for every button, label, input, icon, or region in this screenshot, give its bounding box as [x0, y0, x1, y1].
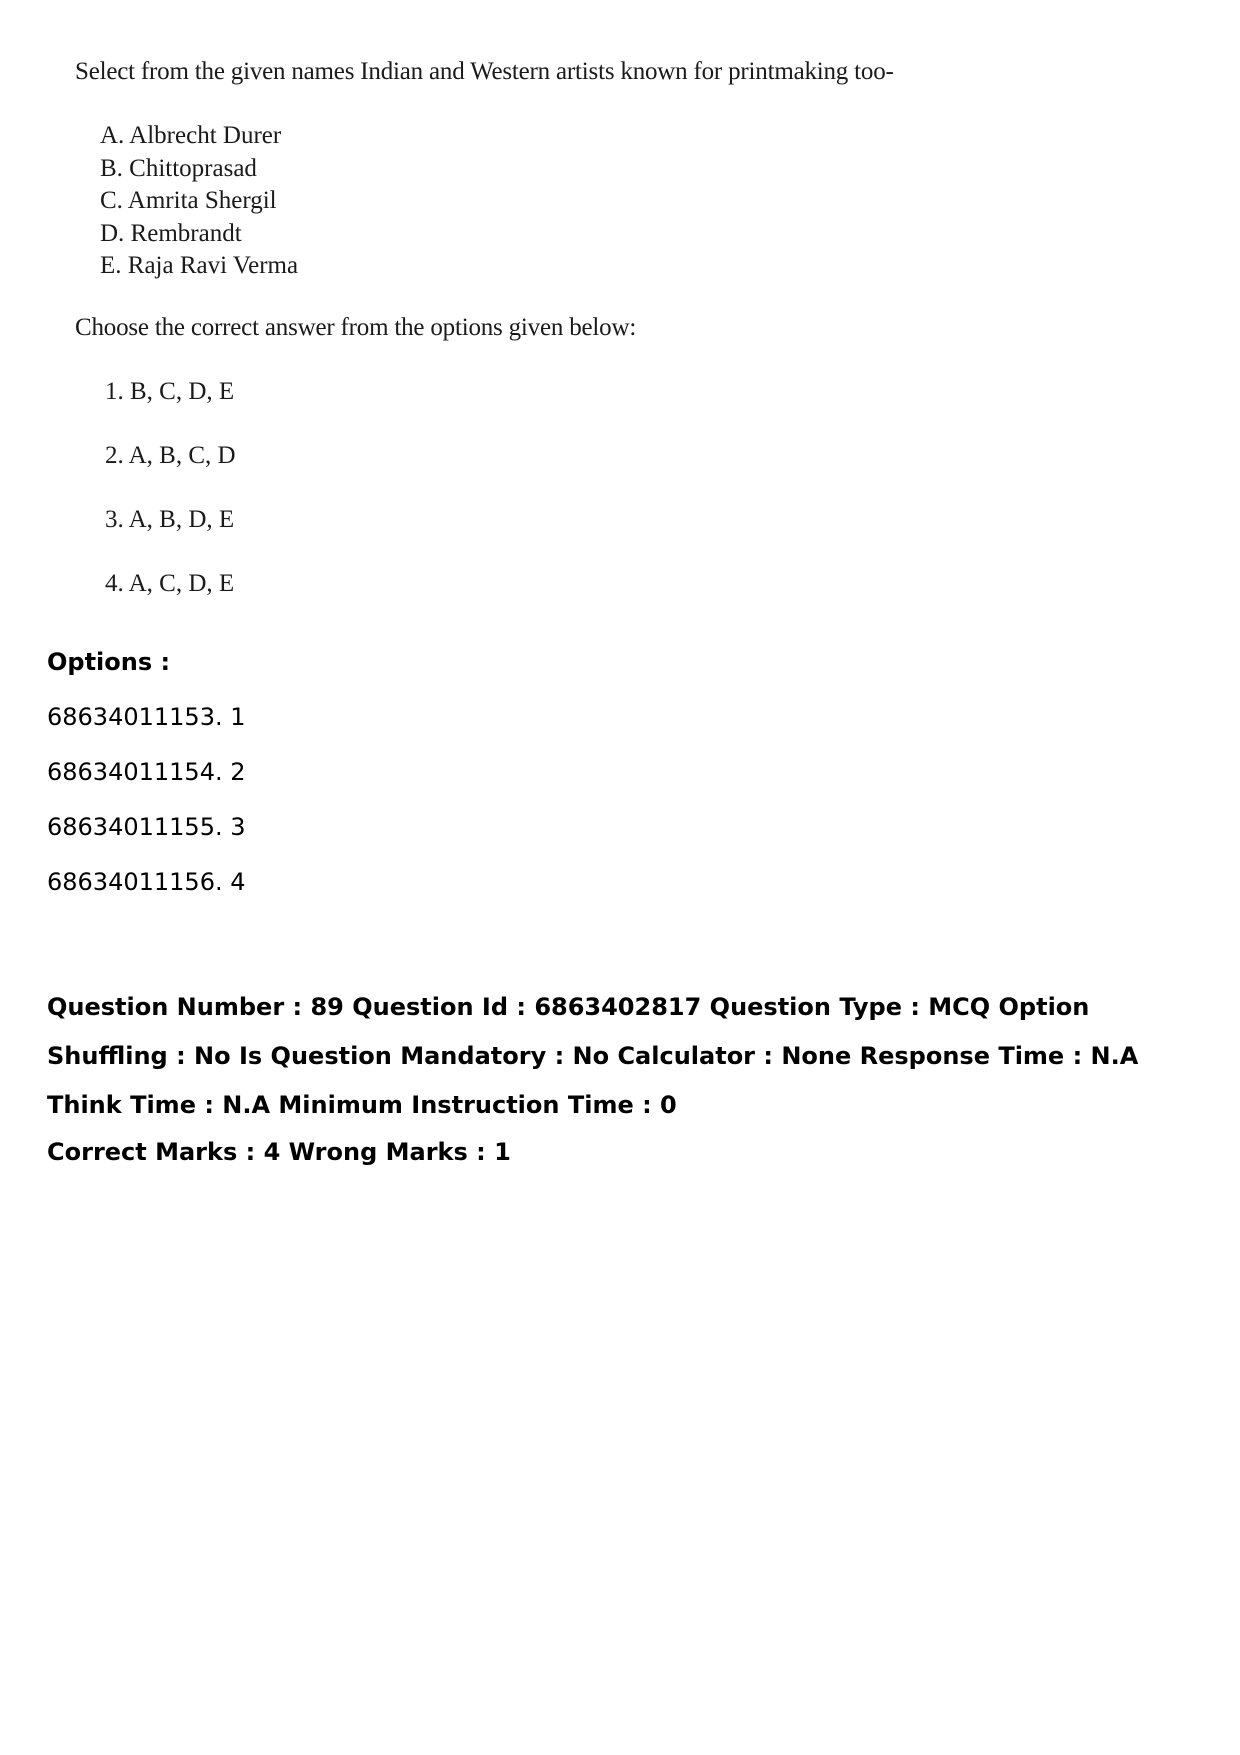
artist-item-e: E. Raja Ravi Verma [100, 252, 299, 279]
answer-choice-4: 4. A, C, D, E [105, 570, 235, 597]
options-heading: Options : [47, 648, 171, 676]
answer-choice-2: 2. A, B, C, D [105, 442, 236, 469]
artist-item-b: B. Chittoprasad [100, 154, 257, 182]
artist-item-d: D. Rembrandt [100, 219, 242, 247]
artist-item-c: C. Amrita Shergil [100, 187, 277, 214]
option-row-2: 68634011154. 2 [47, 758, 246, 786]
answer-instruction: Choose the correct answer from the options given below: [75, 314, 637, 341]
answer-choice-3: 3. A, B, D, E [105, 506, 235, 533]
question-stem: Select from the given names Indian and Western artists known for printmaking too- [75, 58, 894, 85]
answer-choice-1: 1. B, C, D, E [105, 378, 235, 405]
artist-list [100, 120, 298, 283]
option-row-4: 68634011156. 4 [47, 868, 246, 896]
question-metadata: Question Number : 89 Question Id : 6863402817 Question Type : MCQ Option Shuffling : No Is Question Mandatory : No Calculator : None Response Time : N.A Think Time : N.A Minimum Instruction Time : 0 [47, 993, 1139, 1119]
marks-info: Correct Marks : 4 Wrong Marks : 1 [47, 1138, 511, 1166]
artist-item-a: A. Albrecht Durer [100, 122, 282, 149]
option-row-3: 68634011155. 3 [47, 813, 246, 841]
option-row-1: 68634011153. 1 [47, 703, 246, 731]
